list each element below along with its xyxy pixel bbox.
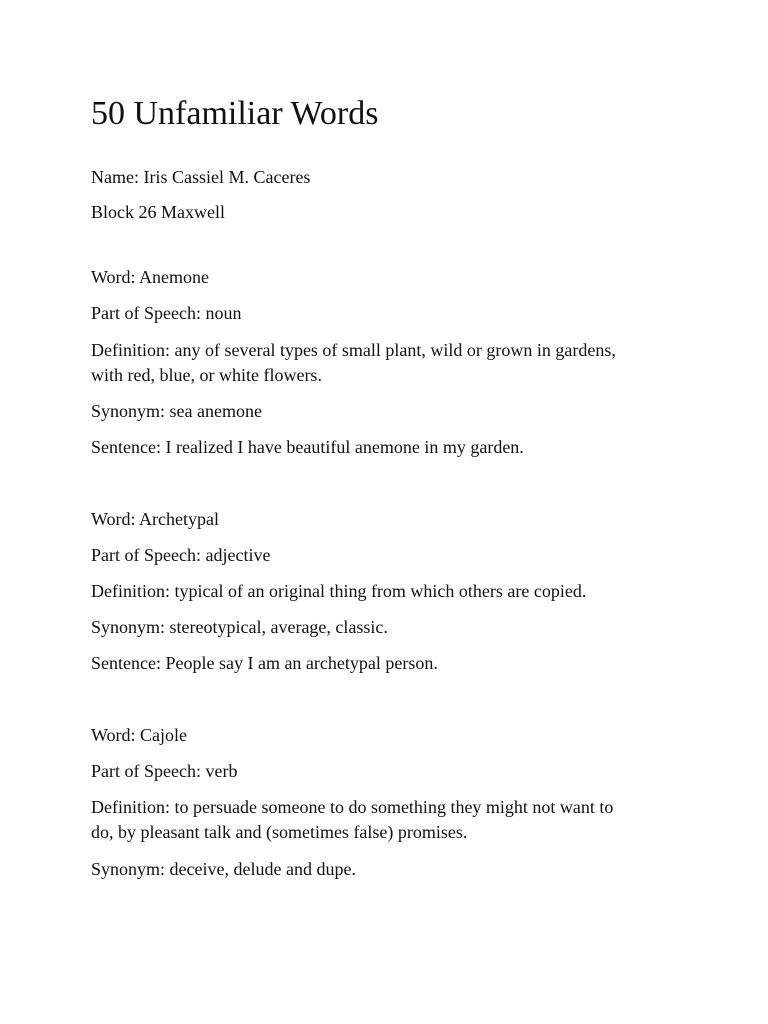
entry-synonym: Synonym: sea anemone	[91, 401, 262, 421]
entry-part-of-speech: Part of Speech: verb	[91, 761, 238, 781]
entry-definition-line1: Definition: to persuade someone to do something they might not want to	[91, 797, 614, 817]
entry-definition-line1: Definition: any of several types of small plant, wild or grown in gardens,	[91, 340, 616, 360]
entry-word: Word: Archetypal	[91, 509, 220, 529]
student-name: Name: Iris Cassiel M. Caceres	[91, 167, 311, 187]
entry-synonym: Synonym: deceive, delude and dupe.	[91, 859, 356, 879]
entry-word: Word: Cajole	[91, 725, 188, 745]
entry-definition-line2: do, by pleasant talk and (sometimes false) promises.	[91, 822, 468, 842]
entry-word: Word: Anemone	[91, 267, 210, 287]
entry-sentence: Sentence: People say I am an archetypal person.	[91, 653, 438, 673]
document-title: 50 Unfamiliar Words	[91, 95, 379, 132]
entry-part-of-speech: Part of Speech: adjective	[91, 545, 271, 565]
entry-definition-line1: Definition: typical of an original thing from which others are copied.	[91, 581, 587, 601]
student-block: Block 26 Maxwell	[91, 202, 225, 222]
entry-definition-line2: with red, blue, or white flowers.	[91, 365, 322, 385]
entry-synonym: Synonym: stereotypical, average, classic.	[91, 617, 388, 637]
entry-part-of-speech: Part of Speech: noun	[91, 303, 242, 323]
entry-sentence: Sentence: I realized I have beautiful anemone in my garden.	[91, 437, 524, 457]
